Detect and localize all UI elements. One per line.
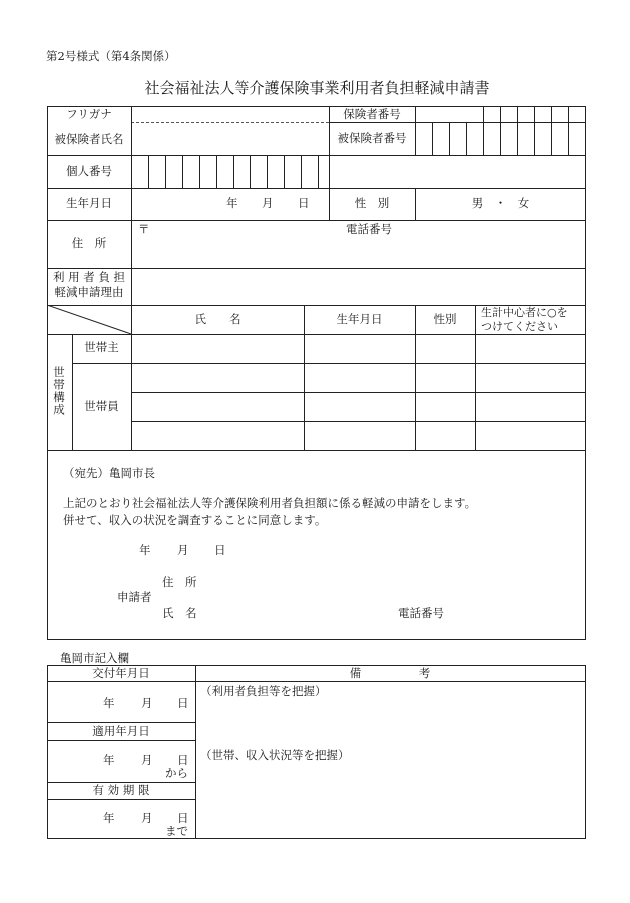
addressee: （宛先）亀岡市長 bbox=[63, 466, 155, 480]
birth-month-unit: 月 bbox=[262, 196, 274, 210]
form-number: 第2号様式（第4条関係） bbox=[46, 49, 176, 63]
furigana-label: フリガナ bbox=[66, 107, 112, 121]
apply-month-unit: 月 bbox=[141, 753, 153, 767]
validity-month-unit: 月 bbox=[141, 811, 153, 825]
insured-number-label: 被保険者番号 bbox=[337, 131, 407, 145]
apply-day-unit: 日 bbox=[177, 753, 189, 767]
remarks-note-2: （世帯、収入状況等を把握） bbox=[200, 748, 350, 762]
decl-year-unit: 年 bbox=[139, 543, 151, 557]
household-member-label: 世帯員 bbox=[84, 399, 119, 413]
decl-day-unit: 日 bbox=[214, 543, 226, 557]
issue-month-unit: 月 bbox=[141, 696, 153, 710]
reason-label-line1: 利 用 者 負 担 bbox=[52, 270, 126, 284]
applicant-address-label: 住 所 bbox=[162, 575, 197, 589]
household-col-sex: 性別 bbox=[433, 312, 457, 326]
phone-label: 電話番号 bbox=[346, 222, 392, 236]
validity-label: 有 効 期 限 bbox=[92, 783, 150, 797]
page-title: 社会福祉法人等介護保険事業利用者負担軽減申請書 bbox=[144, 79, 490, 97]
birth-year-unit: 年 bbox=[226, 196, 238, 210]
apply-date-label: 適用年月日 bbox=[92, 724, 150, 738]
issue-date-label: 交付年月日 bbox=[92, 666, 150, 680]
birthdate-label: 生年月日 bbox=[66, 196, 112, 210]
household-col-support-line1: 生計中心者に○を bbox=[481, 306, 568, 319]
validity-day-unit: 日 bbox=[177, 811, 189, 825]
sex-label: 性 別 bbox=[354, 196, 390, 210]
household-head-label: 世帯主 bbox=[84, 340, 119, 354]
remarks-label: 備 考 bbox=[349, 666, 431, 680]
decl-month-unit: 月 bbox=[177, 543, 189, 557]
household-col-name: 氏 名 bbox=[194, 312, 241, 326]
until-label: まで bbox=[165, 824, 188, 838]
insurer-number-label: 保険者番号 bbox=[343, 107, 401, 121]
applicant-label: 申請者 bbox=[117, 590, 152, 604]
declaration-line2: 併せて、収入の状況を調査することに同意します。 bbox=[63, 513, 327, 527]
diagonal-header-cell bbox=[47, 305, 132, 335]
reason-label-line2: 軽減申請理由 bbox=[54, 285, 124, 299]
declaration-line1: 上記のとおり社会福祉法人等介護保険利用者負担額に係る軽減の申請をします。 bbox=[63, 496, 477, 510]
insured-name-label: 被保険者氏名 bbox=[54, 132, 124, 146]
sex-options: 男 ・ 女 bbox=[471, 196, 530, 210]
postal-mark: 〒 bbox=[138, 222, 150, 236]
household-col-support-line2: つけてください bbox=[481, 320, 558, 333]
applicant-name-label: 氏 名 bbox=[162, 606, 197, 620]
apply-year-unit: 年 bbox=[103, 753, 115, 767]
remarks-note-1: （利用者負担等を把握） bbox=[200, 684, 327, 698]
applicant-phone-label: 電話番号 bbox=[398, 606, 444, 620]
address-label: 住 所 bbox=[71, 236, 107, 250]
issue-year-unit: 年 bbox=[103, 696, 115, 710]
household-col-birthdate: 生年月日 bbox=[336, 312, 383, 326]
validity-year-unit: 年 bbox=[103, 811, 115, 825]
personal-number-label: 個人番号 bbox=[66, 164, 112, 178]
issue-day-unit: 日 bbox=[177, 696, 189, 710]
birth-day-unit: 日 bbox=[298, 196, 310, 210]
city-section-heading: 亀岡市記入欄 bbox=[60, 651, 129, 665]
from-label: から bbox=[165, 766, 188, 780]
household-side-label: 世帯構成 bbox=[52, 366, 66, 416]
